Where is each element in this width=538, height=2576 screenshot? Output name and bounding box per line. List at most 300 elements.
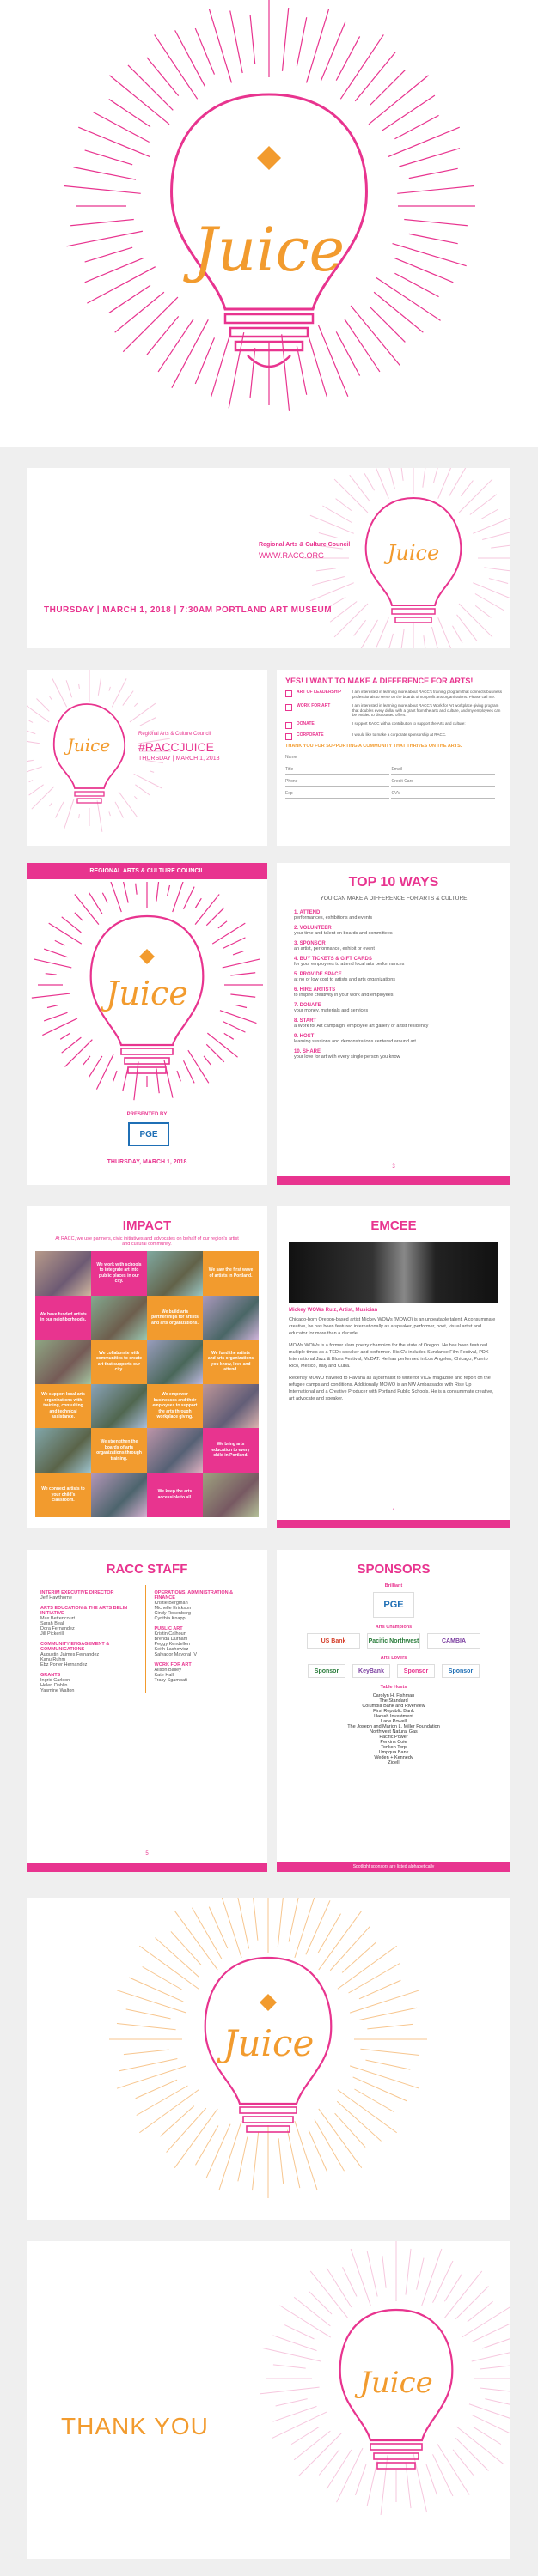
ray-line: [318, 325, 347, 397]
ray-line: [367, 2251, 377, 2297]
ray-line: [150, 771, 154, 773]
impact-cell: We keep the arts accessible to all.: [147, 1473, 203, 1517]
top10-item: [294, 926, 493, 936]
ray-line: [423, 468, 427, 488]
checkbox[interactable]: [285, 722, 292, 729]
ray-line: [123, 882, 128, 902]
ray-line: [472, 2415, 510, 2435]
ray-line: [260, 2387, 320, 2394]
impact-photo: [91, 1473, 147, 1517]
ray-line: [195, 28, 214, 75]
emcee-bio-paragraph: Chicago-born Oregon-based artist Mickey WOWs (MOWO) is an unbeatable talent. A consummate creative, he has been featured internationally as a speaker, performer, poet, visual artist and educator for more than a decade.: [289, 1317, 496, 1336]
top10-item-text: your time and talent on boards and committees: [294, 931, 393, 936]
ray-line: [309, 336, 327, 397]
ray-line: [115, 292, 164, 332]
sponsor-logo-row: [289, 1664, 498, 1678]
ray-line: [184, 887, 195, 909]
ray-line: [382, 95, 435, 131]
ray-line: [330, 1926, 370, 1970]
thankyou-text: THANK YOU: [61, 2413, 209, 2439]
ray-line: [455, 2438, 488, 2470]
ray-line: [230, 10, 242, 73]
ray-line: [97, 800, 102, 832]
ray-line: [345, 319, 380, 372]
form-field[interactable]: [391, 791, 495, 799]
emcee-panel: [277, 1206, 510, 1528]
ray-line: [44, 949, 67, 957]
ray-line: [253, 1898, 258, 1941]
closing-panel: [27, 1898, 510, 2220]
reply-option-label: WORK FOR ART: [297, 702, 331, 708]
ray-line: [137, 2086, 188, 2116]
staff-name: Kristie Bergman: [154, 1601, 188, 1606]
reply-option-label: CORPORATE: [297, 732, 324, 738]
impact-photo: [91, 1296, 147, 1340]
ray-line: [108, 882, 121, 912]
impact-cell: We bring arts education to every child in Portland.: [203, 1428, 259, 1473]
ray-line: [64, 799, 74, 829]
cover-title: Juice: [193, 215, 345, 285]
ray-line: [382, 2256, 386, 2288]
ray-line: [312, 576, 345, 585]
top10-item-text: at no or low cost to artists and arts organizations: [294, 977, 396, 982]
ray-line: [388, 634, 393, 648]
ray-line: [42, 1018, 77, 1036]
ray-line: [177, 1071, 180, 1081]
top10-item-text: your love for art with every single person you know: [294, 1054, 400, 1060]
reply-form: [285, 752, 502, 800]
ray-line: [289, 1898, 298, 1942]
ray-line: [173, 882, 186, 912]
sponsor-tier-label: Arts Lovers: [380, 1656, 407, 1661]
program-juice: Juice: [106, 975, 188, 1012]
ray-line: [168, 885, 170, 896]
ray-line: [394, 115, 438, 138]
staff-name: Michelle Erickson: [154, 1606, 192, 1611]
ray-line: [322, 506, 352, 523]
ray-line: [334, 479, 368, 513]
ray-line: [85, 150, 133, 165]
thankyou-juice: Juice: [359, 2366, 433, 2400]
ray-line: [417, 2258, 424, 2290]
ray-line: [75, 894, 99, 924]
emcee-photo: [289, 1242, 498, 1303]
ray-line: [29, 781, 33, 782]
ray-line: [399, 149, 460, 167]
staff-dept: ARTS EDUCATION & THE ARTS BELIN INITIATIVE: [40, 1606, 128, 1616]
ray-line: [135, 785, 150, 795]
ray-line: [309, 2291, 332, 2314]
ray-line: [60, 1033, 70, 1039]
ray-line: [89, 1056, 101, 1078]
form-field[interactable]: [391, 767, 495, 775]
ray-line: [155, 34, 198, 99]
sponsor-logo-row: [289, 1633, 498, 1649]
impact-intro: At RACC, we use partners, civic initiatives and advocates on behalf of our region's artist and cultural community.: [55, 1236, 239, 1247]
ray-line: [93, 112, 149, 143]
top10-item: [294, 1003, 493, 1013]
ray-line: [381, 2455, 388, 2515]
reply-option: [285, 721, 502, 729]
ray-line: [206, 908, 224, 926]
reply-org: Regional Arts & Culture Council: [138, 732, 211, 737]
ray-line: [400, 468, 403, 481]
sponsor-logo: PGE: [373, 1592, 414, 1618]
ray-line: [369, 76, 429, 125]
sponsor-tiers: [289, 1583, 498, 1765]
pge-logo: [128, 1122, 169, 1146]
sponsor-name: Carolyn H. Fishman: [372, 1693, 415, 1698]
ray-line: [109, 811, 111, 816]
staff-name: Tracy Sgambati: [154, 1678, 187, 1683]
reply-option-label: DONATE: [297, 721, 315, 727]
ray-line: [310, 583, 354, 601]
staff-col-2: [155, 1585, 254, 1693]
ray-line: [280, 2306, 331, 2337]
ray-line: [32, 787, 54, 809]
ray-line: [459, 479, 492, 513]
ray-line: [89, 892, 101, 914]
ray-line: [475, 605, 491, 617]
ray-line: [327, 2268, 352, 2307]
ray-line: [115, 802, 124, 818]
ray-line: [65, 1040, 93, 1067]
staff-name: Jeff Hawthorne: [40, 1595, 72, 1601]
thankyou-panel: [27, 2241, 510, 2559]
ray-line: [340, 34, 383, 99]
staff-name: Peggy Kendellen: [154, 1642, 191, 1647]
ray-line: [306, 1900, 330, 1954]
ray-line: [336, 499, 352, 511]
ray-line: [297, 17, 306, 66]
ray-line: [155, 1938, 199, 1978]
top10-item-text: for your employees to attend local arts performances: [294, 962, 405, 967]
top10-item-head: 4. BUY TICKETS & GIFT CARDS: [294, 957, 372, 962]
top10-item: [294, 957, 493, 967]
top10-item: [294, 1018, 493, 1029]
ray-line: [351, 2249, 370, 2306]
staff-name: Yasmine Walton: [40, 1688, 75, 1693]
top10-item-text: performances, exhibitions and events: [294, 915, 373, 920]
staff-name: Jill Pickerill: [40, 1631, 64, 1637]
sponsor-logo-row: [289, 1592, 498, 1618]
ray-line: [109, 76, 169, 125]
ray-line: [431, 627, 440, 648]
form-field[interactable]: [391, 779, 495, 787]
top10-item-head: 6. HIRE ARTISTS: [294, 987, 336, 993]
ray-line: [474, 2427, 501, 2444]
ray-line: [209, 9, 231, 82]
top10-panel: [277, 863, 510, 1185]
staff-name: Kanu Ruhm: [40, 1657, 66, 1662]
ray-line: [327, 2450, 352, 2489]
form-field[interactable]: [285, 779, 389, 787]
top10-item-head: 8. START: [294, 1018, 317, 1024]
invite-line: THURSDAY | MARCH 1, 2018 | 7:30AM PORTLAND ART MUSEUM: [44, 605, 333, 615]
ray-line: [207, 1033, 237, 1057]
ray-line: [158, 319, 193, 372]
form-field[interactable]: [285, 791, 389, 799]
ray-line: [75, 913, 83, 920]
ray-line: [310, 515, 354, 533]
staff-name: Augustin Jaimes Fernandez: [40, 1652, 100, 1657]
reply-heading: YES! I WANT TO MAKE A DIFFERENCE FOR ARTS!: [285, 677, 474, 685]
ray-line: [424, 635, 426, 648]
ray-line: [297, 346, 306, 395]
emcee-title: EMCEE: [370, 1218, 417, 1233]
emcee-bio-paragraph: MOWs WOWs is a former slam poetry champion for the state of Oregon. He has been featured multiple times as a TEDx speaker and performer. His CV includes Sundance Film Festival, PDX International Jazz & Blues Festival, MoDAT. He has performed in Los Angeles, Chicago, Puerto Rico, Mexico, Italy and Cuba.: [289, 1342, 489, 1369]
ray-line: [335, 2113, 365, 2147]
thankyou-bulb: [27, 2241, 510, 2559]
impact-cell: We saw the first wave of artists in Portland.: [203, 1251, 259, 1296]
sponsor-name: Harsch Investment: [374, 1714, 413, 1719]
ray-line: [273, 2365, 306, 2368]
reply-options: [285, 690, 502, 740]
ray-line: [193, 1908, 223, 1959]
staff-title: RACC STAFF: [106, 1562, 188, 1577]
ray-line: [472, 2322, 510, 2342]
sponsors-footer: Spotlight sponsors are listed alphabetically: [277, 1862, 510, 1872]
ray-line: [188, 1050, 209, 1083]
footer-bar: [277, 1520, 510, 1528]
reply-option-text: I am interested in learning more about RACC's Work for Art workplace giving program that doubles every dollar with a grant from the arts and culture, and my employees can be entitled to discounted offers.: [352, 702, 501, 718]
ray-line: [468, 2301, 493, 2322]
reply-option-label: ART OF LEADERSHIP: [297, 690, 342, 695]
ray-line: [449, 468, 467, 496]
ray-line: [355, 2464, 366, 2495]
impact-panel: [27, 1206, 267, 1528]
pge-logo-text: PGE: [139, 1129, 158, 1139]
ray-line: [473, 583, 510, 601]
sponsor-name: The Joseph and Marion L. Miller Foundation: [347, 1724, 440, 1729]
ray-line: [469, 2404, 510, 2424]
checkbox[interactable]: [285, 704, 292, 711]
impact-title: IMPACT: [122, 1218, 172, 1233]
ray-line: [171, 1931, 201, 1965]
sponsor-name: First Republic Bank: [373, 1709, 414, 1714]
ray-line: [236, 1898, 248, 1948]
ray-line: [156, 1068, 159, 1093]
ray-line: [223, 959, 260, 968]
staff-col-1: [40, 1585, 146, 1693]
sponsors-title: SPONSORS: [357, 1562, 431, 1577]
impact-photo: [35, 1251, 91, 1296]
ray-line: [481, 509, 498, 519]
ray-line: [374, 292, 423, 332]
ray-line: [160, 2106, 193, 2136]
ray-line: [370, 307, 405, 342]
form-field[interactable]: [285, 767, 389, 775]
ray-line: [44, 1012, 67, 1021]
invite-url: WWW.RACC.ORG: [259, 551, 324, 560]
ray-line: [484, 568, 510, 572]
ray-line: [273, 2406, 317, 2421]
ray-line: [56, 802, 64, 818]
ray-line: [482, 2337, 510, 2348]
impact-cell: We have funded artists in our neighborhoods.: [35, 1296, 91, 1340]
reply-option-text: I would like to make a corporate sponsorship at RACC.: [352, 732, 447, 738]
ray-line: [238, 2136, 248, 2181]
staff-name: Kristin Calhoun: [154, 1631, 186, 1637]
invite-panel: [27, 468, 510, 648]
ray-line: [136, 884, 137, 895]
impact-photo: [203, 1296, 259, 1340]
ray-line: [319, 532, 338, 538]
ray-line: [342, 1942, 376, 1972]
ray-line: [64, 185, 141, 193]
ray-line: [453, 2450, 474, 2476]
closing-juice: Juice: [223, 2022, 315, 2064]
ray-line: [367, 2461, 377, 2506]
staff-dept: WORK FOR ART: [154, 1662, 192, 1668]
staff-name: Kate Hall: [154, 1673, 174, 1678]
ray-line: [438, 617, 456, 648]
ray-line: [334, 604, 368, 637]
staff-name: Ingrid Carlson: [40, 1678, 70, 1683]
checkbox[interactable]: [285, 690, 292, 697]
staff-dept: GRANTS: [40, 1673, 61, 1678]
ray-line: [287, 2130, 299, 2188]
ray-line: [52, 678, 67, 707]
ray-line: [98, 677, 101, 696]
top10-item-text: your money, materials and services: [294, 1008, 369, 1013]
ray-line: [438, 468, 456, 499]
staff-dept: INTERIM EXECUTIVE DIRECTOR: [40, 1590, 114, 1595]
reply-option-text: I support RACC with a contribution to support the Arts and culture:: [352, 721, 466, 726]
ray-line: [459, 604, 492, 637]
sponsor-tier-label: Arts Champions: [375, 1625, 413, 1630]
ray-line: [250, 348, 255, 398]
staff-name: Alison Bailey: [154, 1668, 181, 1673]
ray-line: [355, 52, 395, 101]
top10-title: TOP 10 WAYS: [348, 875, 439, 890]
ray-line: [351, 306, 400, 366]
ray-line: [278, 2138, 284, 2184]
sponsor-name: Lane Powell: [381, 1719, 407, 1724]
top10-item-text: an artist, performance, exhibit or event: [294, 946, 375, 951]
ray-line: [433, 2454, 453, 2496]
ray-line: [489, 579, 508, 584]
ray-line: [50, 803, 52, 806]
sponsor-logo: Sponsor: [397, 1664, 435, 1678]
checkbox[interactable]: [285, 733, 292, 740]
ray-line: [406, 2249, 411, 2295]
ray-line: [224, 1033, 234, 1039]
sponsors-panel: [277, 1550, 510, 1872]
ray-line: [29, 720, 33, 722]
ray-line: [278, 1898, 284, 1947]
impact-cell: We strengthen the boards of arts organizations through training.: [91, 1428, 147, 1473]
sponsor-name: Tonkon Torp: [381, 1745, 407, 1750]
impact-photo: [203, 1473, 259, 1517]
impact-grid: [35, 1251, 259, 1517]
reply-back-panel: [277, 670, 510, 846]
ray-line: [272, 2412, 327, 2438]
ray-line: [66, 680, 71, 697]
impact-cell: We collaborate with communities to create art that supports our city.: [91, 1340, 147, 1384]
program-org: REGIONAL ARTS & CULTURE COUNCIL: [27, 863, 267, 879]
ray-line: [140, 718, 156, 726]
ray-line: [349, 1964, 400, 1994]
ray-line: [397, 185, 474, 193]
ray-line: [400, 629, 404, 648]
ray-line: [370, 617, 388, 648]
impact-photo: [35, 1428, 91, 1473]
staff-name: Sarah Beal: [40, 1621, 64, 1626]
ray-line: [337, 2101, 381, 2141]
invite-juice: Juice: [387, 541, 440, 565]
ray-line: [291, 2427, 319, 2444]
ray-line: [480, 2364, 510, 2369]
emcee-bio-paragraph: Recently MOWO traveled to Havana as a journalist to write for VICE magazine and report on the refugee camps and conditions. Additionally MOWO is an NW Ambassador with Rise Up International and a Creative Producer with Portland Public Schools. He is a consummate creative, art advocate and speaker.: [289, 1375, 493, 1401]
invite-org: Regional Arts & Culture Council: [259, 542, 351, 548]
staff-name: Salvador Mayoral IV: [154, 1652, 198, 1657]
sponsor-name: Zidell: [388, 1760, 400, 1765]
ray-line: [204, 1056, 211, 1065]
ray-line: [62, 1037, 82, 1053]
ray-line: [27, 738, 40, 744]
ray-line: [321, 22, 345, 81]
ray-line: [472, 2348, 510, 2361]
ray-line: [262, 2348, 321, 2361]
reply-option: [285, 690, 502, 700]
top10-item-head: 5. PROVIDE SPACE: [294, 972, 342, 977]
ray-line: [388, 127, 460, 156]
program-date: THURSDAY, MARCH 1, 2018: [107, 1159, 187, 1165]
form-field-label: Phone: [285, 779, 298, 785]
ray-line: [473, 515, 510, 533]
ray-line: [195, 894, 219, 924]
ray-line: [282, 8, 288, 71]
sponsor-name: Weden + Kennedy: [374, 1755, 413, 1760]
ray-line: [370, 70, 405, 106]
sponsor-tier-label: Table Hosts: [380, 1685, 407, 1690]
sponsor-logo: US Bank: [307, 1633, 360, 1649]
form-field[interactable]: [285, 755, 502, 762]
ray-line: [50, 696, 52, 700]
top10-item-head: 2. VOLUNTEER: [294, 926, 332, 931]
top10-item: [294, 941, 493, 951]
footer-bar: [27, 1863, 267, 1872]
ray-line: [62, 917, 82, 933]
impact-photo: [91, 1384, 147, 1429]
ray-line: [109, 687, 111, 691]
ray-line: [337, 2448, 363, 2502]
ray-line: [475, 594, 504, 611]
staff-dept: OPERATIONS, ADMINISTRATION & FINANCE: [154, 1590, 234, 1601]
ray-line: [218, 921, 227, 928]
ray-line: [27, 728, 35, 733]
impact-photo: [147, 1340, 203, 1384]
ray-line: [284, 2325, 314, 2339]
ray-line: [353, 2077, 407, 2101]
reply-front-panel: [27, 670, 267, 846]
ray-line: [426, 2464, 437, 2495]
ray-line: [167, 2108, 206, 2152]
top10-item-text: to inspire creativity in your work and employees: [294, 993, 394, 998]
form-field-label: Title: [285, 767, 294, 773]
ray-line: [315, 2120, 345, 2172]
ray-line: [294, 2431, 330, 2460]
ray-line: [175, 30, 205, 86]
staff-columns: [40, 1585, 254, 1693]
impact-cell: We work with schools to integrate art into public places in our city.: [91, 1251, 147, 1296]
reply-option-text: I am interested in learning more about RACC's training program that connects business professionals to serve on the boards of nonprofit arts organizations. Please call me.: [352, 690, 502, 699]
ray-line: [455, 2287, 488, 2319]
form-field-label: Name: [285, 755, 297, 761]
top10-item-text: learning sessions and demonstrations centered around art: [294, 1039, 416, 1044]
staff-dept: PUBLIC ART: [154, 1626, 183, 1631]
